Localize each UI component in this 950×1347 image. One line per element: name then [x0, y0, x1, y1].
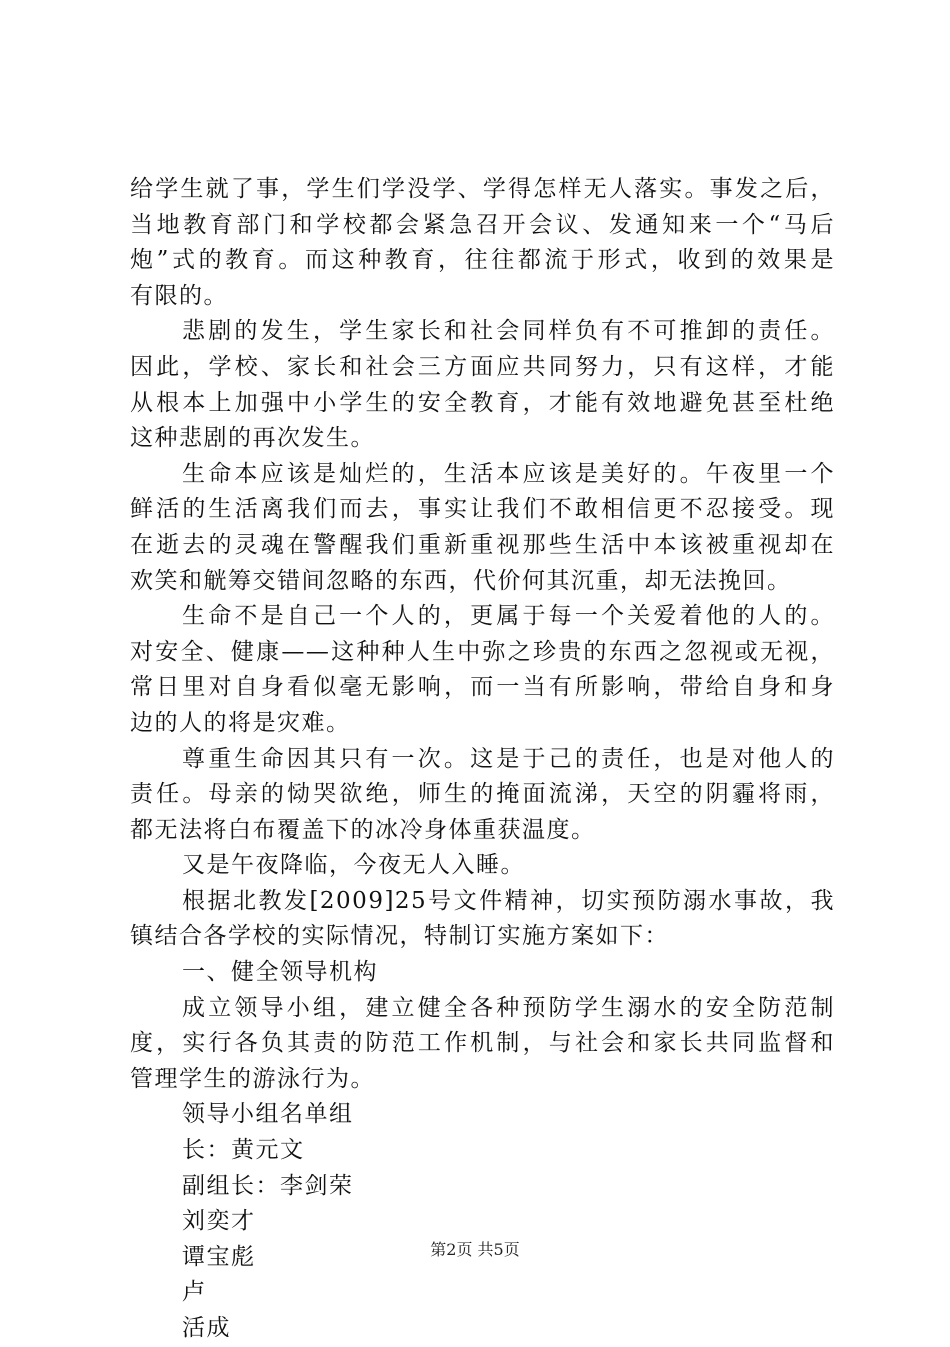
text-line: 副组长：李剑荣 [182, 1172, 354, 1199]
page-footer: 第2页 共5页 [430, 1240, 520, 1259]
text-line: 对安全、健康——这种种人生中弥之珍贵的东西之忽视或无视， [130, 638, 835, 665]
text-line: 长：黄元文 [182, 1137, 305, 1164]
text-line: 谭宝彪 [182, 1243, 256, 1270]
text-line: 一、健全领导机构 [182, 959, 378, 986]
text-line: 领导小组名单组 [182, 1101, 354, 1128]
body-text [130, 172, 835, 1347]
text-line: 因此，学校、家长和社会三方面应共同努力，只有这样，才能 [130, 353, 835, 380]
text-line: 鲜活的生活离我们而去，事实让我们不敢相信更不忍接受。现 [130, 496, 835, 523]
text-line: 又是午夜降临，今夜无人入睡。 [182, 852, 525, 879]
text-line: 度，实行各负其责的防范工作机制，与社会和家长共同监督和 [130, 1030, 835, 1057]
text-line: 都无法将白布覆盖下的冰冷身体重获温度。 [130, 816, 596, 843]
text-line: 悲剧的发生，学生家长和社会同样负有不可推卸的责任。 [182, 318, 835, 345]
text-line: 刘奕才 [182, 1208, 256, 1235]
text-line: 活成 [182, 1315, 231, 1341]
text-line: 当地教育部门和学校都会紧急召开会议、发通知来一个“马后 [130, 211, 835, 238]
text-line: 这种悲剧的再次发生。 [130, 425, 375, 452]
text-line: 给学生就了事，学生们学没学、学得怎样无人落实。事发之后， [130, 176, 835, 202]
text-line: 卢 [182, 1279, 207, 1306]
text-line: 生命不是自己一个人的，更属于每一个关爱着他的人的。 [182, 603, 835, 630]
text-line: 常日里对自身看似毫无影响，而一当有所影响，带给自身和身 [130, 674, 835, 701]
text-line: 在逝去的灵魂在警醒我们重新重视那些生活中本该被重视却在 [130, 531, 835, 558]
text-line: 成立领导小组，建立健全各种预防学生溺水的安全防范制 [182, 994, 835, 1021]
text-line: 责任。母亲的恸哭欲绝，师生的掩面流涕，天空的阴霾将雨， [130, 781, 835, 808]
text-line: 从根本上加强中小学生的安全教育，才能有效地避免甚至杜绝 [130, 389, 835, 416]
text-line: 有限的。 [130, 282, 228, 309]
text-line: 边的人的将是灾难。 [130, 709, 351, 736]
text-line: 管理学生的游泳行为。 [130, 1065, 375, 1092]
text-line: 欢笑和觥筹交错间忽略的东西，代价何其沉重，却无法挽回。 [130, 567, 792, 594]
text-line: 炮”式的教育。而这种教育，往往都流于形式，收到的效果是 [130, 247, 835, 274]
text-line: 生命本应该是灿烂的，生活本应该是美好的。午夜里一个 [182, 460, 835, 487]
text-line: 镇结合各学校的实际情况，特制订实施方案如下： [130, 923, 669, 950]
text-line: 根据北教发[2009]25号文件精神，切实预防溺水事故，我 [182, 887, 835, 914]
text-line: 尊重生命因其只有一次。这是于己的责任，也是对他人的 [182, 745, 835, 772]
